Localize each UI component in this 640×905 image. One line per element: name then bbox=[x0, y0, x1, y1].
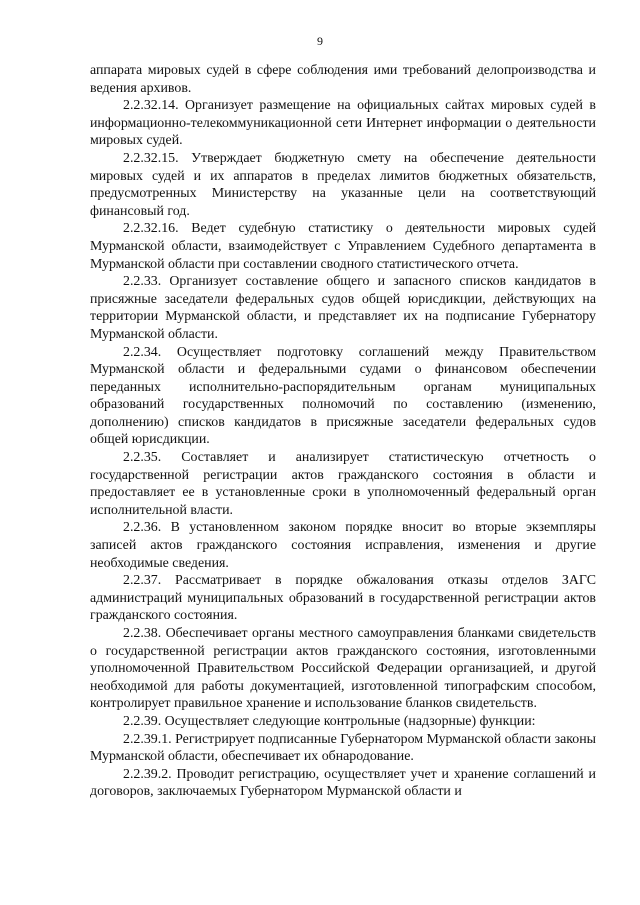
paragraph-2-2-38: 2.2.38. Обеспечивает органы местного самоуправления бланками свидетельств о государственной регистрации актов гражданского состояния, изготовленными уполномоченной Правительством Российской Федерации организацией, и другой необходимой для работы документацией, изготовленной типографским способом, контролирует правильное хранение и использование бланков свидетельств. bbox=[90, 626, 596, 712]
paragraph-2-2-34: 2.2.34. Осуществляет подготовку соглашений между Правительством Мурманской области и федеральными судами о финансовом обеспечении переданных исполнительно-распорядительным органам муниципальных образований государственных полномочий по составлению (изменению, дополнению) списков кандидатов в присяжные заседатели федеральных судов общей юрисдикции. bbox=[90, 344, 596, 448]
document-body bbox=[90, 62, 596, 801]
paragraph-2-2-39: 2.2.39. Осуществляет следующие контрольные (надзорные) функции: bbox=[123, 713, 536, 729]
paragraph-2-2-32-14: 2.2.32.14. Организует размещение на официальных сайтах мировых судей в информационно-телекоммуникационной сети Интернет информации о деятельности мировых судей. bbox=[90, 98, 596, 149]
paragraph-2-2-32-15: 2.2.32.15. Утверждает бюджетную смету на обеспечение деятельности мировых судей и их аппаратов в пределах лимитов бюджетных обязательств, предусмотренных Министерству на указанные цели на соответствующий финансовый год. bbox=[90, 150, 596, 219]
paragraph-2-2-32-16: 2.2.32.16. Ведет судебную статистику о деятельности мировых судей Мурманской области, взаимодействует с Управлением Судебного департамента в Мурманской области при составлении сводного статистического отчета. bbox=[90, 221, 596, 272]
paragraph-2-2-36: 2.2.36. В установленном законом порядке вносит во вторые экземпляры записей актов гражданского состояния исправления, изменения и другие необходимые сведения. bbox=[90, 520, 596, 571]
paragraph-2-2-39-2: 2.2.39.2. Проводит регистрацию, осуществляет учет и хранение соглашений и договоров, заключаемых Губернатором Мурманской области и bbox=[90, 766, 596, 800]
paragraph-2-2-39-1: 2.2.39.1. Регистрирует подписанные Губернатором Мурманской области законы Мурманской области, обеспечивает их обнародование. bbox=[90, 731, 596, 765]
page-number: 9 bbox=[317, 34, 323, 48]
paragraph-continuation: аппарата мировых судей в сфере соблюдения ими требований делопроизводства и ведения архивов. bbox=[90, 63, 596, 96]
paragraph-2-2-33: 2.2.33. Организует составление общего и запасного списков кандидатов в присяжные заседатели федеральных судов общей юрисдикции, действующих на территории Мурманской области, и представляет их на подписание Губернатору Мурманской области. bbox=[90, 274, 596, 342]
paragraph-2-2-35: 2.2.35. Составляет и анализирует статистическую отчетность о государственной регистрации актов гражданского состояния в области и предоставляет ее в установленные сроки в уполномоченный федеральный орган исполнительной власти. bbox=[90, 450, 596, 518]
paragraph-2-2-37: 2.2.37. Рассматривает в порядке обжалования отказы отделов ЗАГС администраций муниципальных образований в государственной регистрации актов гражданского состояния. bbox=[90, 573, 596, 624]
